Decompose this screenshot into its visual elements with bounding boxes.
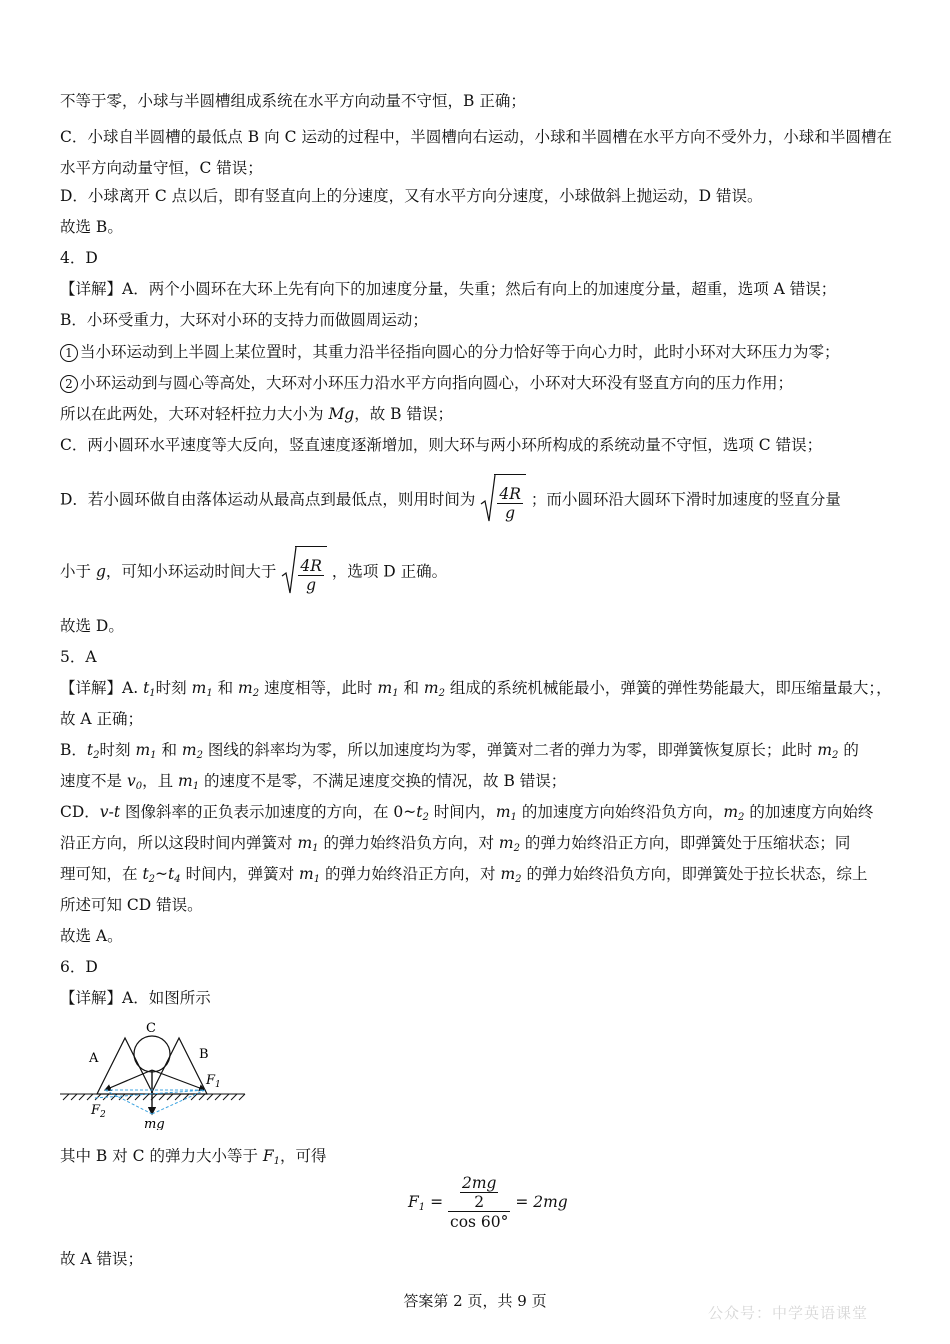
text-line-17: 故 A 正确； — [60, 710, 144, 728]
text-line-6: 【详解】A．两个小圆环在大环上先有向下的加速度分量，失重；然后有向上的加速度分量，超重，选项 A 错误； — [60, 280, 837, 298]
text-line-28: 故 A 错误； — [60, 1250, 144, 1268]
text-line-9: 2 小环运动到与圆心等高处，大环对小环压力沿水平方向指向圆心，小环对大环没有竖直方向的压力作用； — [60, 372, 793, 394]
text-line-12: D．若小圆环做自由落体运动从最高点到最低点，则用时间为 $\frac{4R}{g}$ ；而小圆环沿大圆环下滑时加速度的竖直分量 — [60, 474, 841, 527]
page-footer: 答案第 2 页，共 9 页 — [403, 1292, 547, 1310]
text-line-20: CD．v-t 图像斜率的正负表示加速度的方向，在 $0\sim t_2$ 时间内，$m_1$ 的加速度方向始终沿负方向，$m_2$ 的加速度方向始终 — [60, 803, 874, 823]
text-line-26: 【详解】A．如图所示 — [60, 989, 211, 1007]
text-line-22: 理可知，在 $t_2\sim t_4$ 时间内，弹簧对 $m_1$ 的弹力始终沿正方向，对 $m_2$ 的弹力始终沿负方向，即弹簧处于拉长状态，综上 — [60, 865, 868, 885]
text-line-23: 所述可知 CD 错误。 — [60, 896, 203, 914]
label-mg: mg — [144, 1117, 165, 1130]
watermark: 公众号：中学英语课堂 — [708, 1304, 869, 1322]
text-line-1: 不等于零，小球与半圆槽组成系统在水平方向动量不守恒，B 正确； — [60, 92, 526, 110]
text-line-21: 沿正方向，所以这段时间内弹簧对 $m_1$ 的弹力始终沿负方向，对 $m_2$ 的弹力始终沿正方向，即弹簧处于压缩状态；同 — [60, 834, 851, 854]
text-line-10: 所以在此两处，大环对轻杆拉力大小为 Mg，故 B 错误； — [60, 405, 453, 423]
text-line-3: D．小球离开 C 点以后，即有竖直向上的分速度，又有水平方向分速度，小球做斜上抛运动，D 错误。 — [60, 187, 763, 205]
force-diagram — [55, 1018, 255, 1130]
answer-5: 5．A — [60, 648, 97, 666]
label-C: C — [146, 1021, 156, 1036]
label-F1: $F_1$ — [206, 1073, 221, 1090]
text-line-11: C．两小圆环水平速度等大反向，竖直速度逐渐增加，则大环与两小环所构成的系统动量不守恒，选项 C 错误； — [60, 436, 823, 454]
text-line-14: 故选 D。 — [60, 617, 124, 635]
text-line-13: 小于 g，可知小环运动时间大于 $\frac{4R}{g}$ ，选项 D 正确。 — [60, 546, 447, 599]
text-line-8: 1 当小环运动到上半圆上某位置时，其重力沿半径指向圆心的分力恰好等于向心力时，此时小环对大环压力为零； — [60, 341, 840, 363]
answer-4: 4．D — [60, 249, 98, 267]
answer-6: 6．D — [60, 958, 98, 976]
sqrt-expression-2: $\frac{4R}{g}$ — [281, 546, 327, 599]
label-B: B — [199, 1047, 209, 1062]
circled-number-1: 1 — [60, 344, 78, 362]
label-F2: $F_2$ — [91, 1103, 106, 1120]
text-line-16: 【详解】A. $t_1$时刻 $m_1$ 和 $m_2$ 速度相等，此时 $m_1$ 和 $m_2$ 组成的系统机械能最小，弹簧的弹性势能最大，即压缩量最大；， — [60, 679, 892, 699]
text-line-27: 其中 B 对 C 的弹力大小等于 $F_1$，可得 — [60, 1147, 327, 1167]
equation-F1: $F_1$ = $\frac{\frac{2mg}{2}}{\cos 60^\circ}$ = 2mg — [408, 1174, 568, 1231]
text-line-4: 故选 B。 — [60, 218, 123, 236]
ball-C — [134, 1036, 170, 1072]
text-line-24: 故选 A。 — [60, 927, 123, 945]
triangle-A — [97, 1038, 153, 1094]
circled-number-2: 2 — [60, 375, 78, 393]
sqrt-expression: $\frac{4R}{g}$ — [480, 474, 526, 527]
text-line-2: C．小球自半圆槽的最低点 B 向 C 运动的过程中，半圆槽向右运动，小球和半圆槽在水平方向不受外力，小球和半圆槽在水平方向动量守恒，C 错误； — [60, 128, 892, 177]
text-line-18: B．$t_2$时刻 $m_1$ 和 $m_2$ 图线的斜率均为零，所以加速度均为零，弹簧对二者的弹力为零，即弹簧恢复原长；此时 $m_2$ 的 — [60, 741, 859, 761]
text-line-19: 速度不是 $v_0$，且 $m_1$ 的速度不是零，不满足速度交换的情况，故 B 错误； — [60, 772, 567, 792]
text-line-7: B．小环受重力，大环对小环的支持力而做圆周运动； — [60, 311, 428, 329]
label-A: A — [89, 1051, 99, 1066]
